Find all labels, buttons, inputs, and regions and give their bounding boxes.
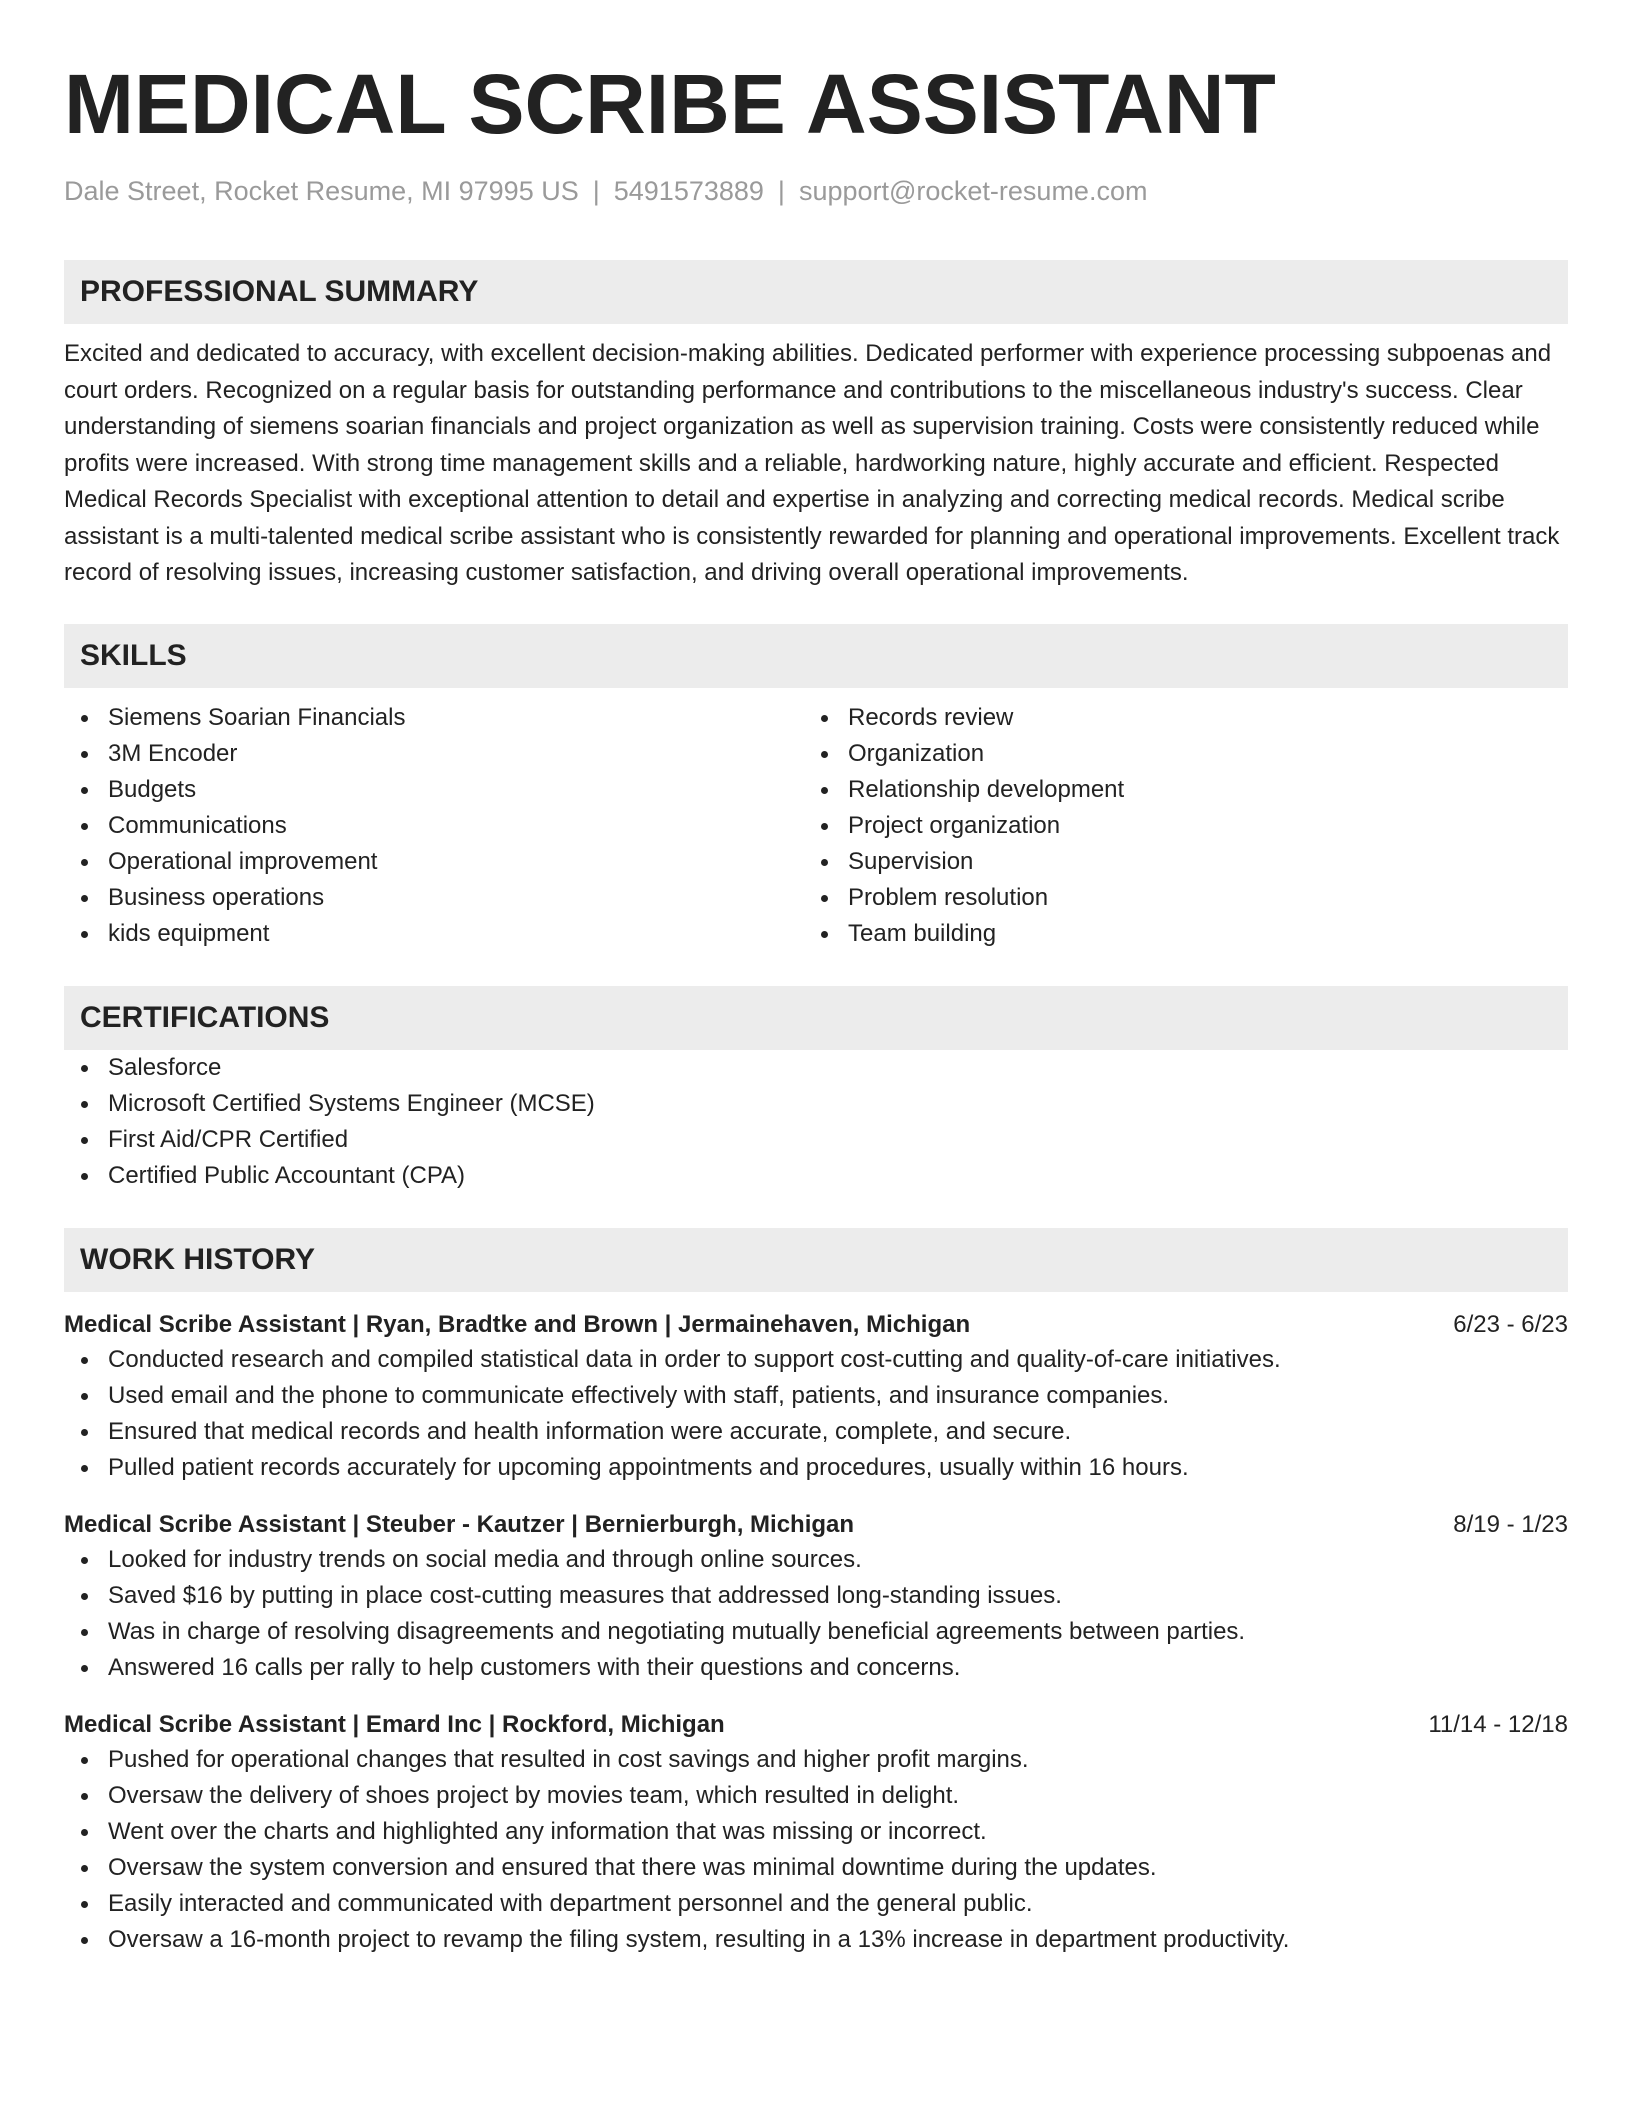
job-bullets — [64, 1542, 1568, 1686]
skill-item: Relationship development — [804, 772, 1544, 808]
skill-item: Organization — [804, 736, 1544, 772]
job-bullets — [64, 1742, 1568, 1958]
skill-item: Siemens Soarian Financials — [64, 700, 804, 736]
skill-item: Supervision — [804, 844, 1544, 880]
job-header — [64, 1508, 1568, 1542]
skill-item: Operational improvement — [64, 844, 804, 880]
job-title: Medical Scribe Assistant | Steuber - Kautzer | Bernierburgh, Michigan — [64, 1510, 855, 1538]
job-bullet: Oversaw the delivery of shoes project by movies team, which resulted in delight. — [64, 1778, 1568, 1814]
contact-line — [64, 174, 1568, 208]
job-entry — [64, 1708, 1568, 1958]
skill-item: 3M Encoder — [64, 736, 804, 772]
job-bullet: Saved $16 by putting in place cost-cutting measures that addressed long-standing issues. — [64, 1578, 1568, 1614]
skill-item: Problem resolution — [804, 880, 1544, 916]
job-bullet: Easily interacted and communicated with department personnel and the general public. — [64, 1886, 1568, 1922]
contact-separator: | — [777, 176, 785, 206]
job-dates: 11/14 - 12/18 — [1428, 1710, 1568, 1738]
contact-address: Dale Street, Rocket Resume, MI 97995 US — [64, 176, 579, 206]
skills-list-right — [804, 700, 1544, 952]
job-header — [64, 1708, 1568, 1742]
job-entry — [64, 1508, 1568, 1686]
skill-item: Business operations — [64, 880, 804, 916]
job-dates: 6/23 - 6/23 — [1453, 1310, 1568, 1338]
page-title: MEDICAL SCRIBE ASSISTANT — [64, 57, 1276, 151]
skill-item: Records review — [804, 700, 1544, 736]
skill-item: Project organization — [804, 808, 1544, 844]
summary-text: Excited and dedicated to accuracy, with excellent decision-making abilities. Dedicated performer with experience processing subpoenas and court orders. Recognized on a regular basis for outstanding performance and contributions to the miscellaneous industry's success. Clear understanding of siemens soarian financials and project organization as well as supervision training. Costs were consistently reduced while profits were increased. With strong time management skills and a reliable, hardworking nature, highly accurate and efficient. Respected Medical Records Specialist with exceptional attention to detail and expertise in analyzing and correcting medical records. Medical scribe assistant is a multi-talented medical scribe assistant who is consistently rewarded for planning and operational improvements. Excellent track record of resolving issues, increasing customer satisfaction, and driving overall operational improvements. — [64, 340, 1560, 586]
job-bullet: Pulled patient records accurately for upcoming appointments and procedures, usually within 16 hours. — [64, 1450, 1568, 1486]
job-bullet: Looked for industry trends on social media and through online sources. — [64, 1542, 1568, 1578]
certification-item: First Aid/CPR Certified — [64, 1122, 1568, 1158]
certifications-list — [64, 1050, 1568, 1194]
certification-item: Certified Public Accountant (CPA) — [64, 1158, 1568, 1194]
section-heading-work-history: WORK HISTORY — [64, 1228, 1568, 1292]
contact-separator: | — [592, 176, 600, 206]
section-heading-certifications: CERTIFICATIONS — [64, 986, 1568, 1050]
skill-item: Budgets — [64, 772, 804, 808]
job-bullet: Conducted research and compiled statistical data in order to support cost-cutting and quality-of-care initiatives. — [64, 1342, 1568, 1378]
job-title: Medical Scribe Assistant | Ryan, Bradtke and Brown | Jermainehaven, Michigan — [64, 1310, 971, 1338]
job-bullets — [64, 1342, 1568, 1486]
job-bullet: Went over the charts and highlighted any information that was missing or incorrect. — [64, 1814, 1568, 1850]
job-dates: 8/19 - 1/23 — [1453, 1510, 1568, 1538]
skills-grid — [64, 700, 1568, 952]
skills-list-left — [64, 700, 804, 952]
job-entry — [64, 1308, 1568, 1486]
job-bullet: Answered 16 calls per rally to help customers with their questions and concerns. — [64, 1650, 1568, 1686]
job-bullet: Oversaw a 16-month project to revamp the filing system, resulting in a 13% increase in department productivity. — [64, 1922, 1568, 1958]
skill-item: Team building — [804, 916, 1544, 952]
job-bullet: Used email and the phone to communicate effectively with staff, patients, and insurance companies. — [64, 1378, 1568, 1414]
section-heading-summary: PROFESSIONAL SUMMARY — [64, 260, 1568, 324]
contact-email: support@rocket-resume.com — [798, 176, 1148, 206]
job-bullet: Was in charge of resolving disagreements and negotiating mutually beneficial agreements between parties. — [64, 1614, 1568, 1650]
skill-item: Communications — [64, 808, 804, 844]
job-header — [64, 1308, 1568, 1342]
certification-item: Microsoft Certified Systems Engineer (MCSE) — [64, 1086, 1568, 1122]
job-title: Medical Scribe Assistant | Emard Inc | Rockford, Michigan — [64, 1710, 725, 1738]
job-bullet: Ensured that medical records and health information were accurate, complete, and secure. — [64, 1414, 1568, 1450]
certification-item: Salesforce — [64, 1050, 1568, 1086]
skill-item: kids equipment — [64, 916, 804, 952]
job-bullet: Oversaw the system conversion and ensured that there was minimal downtime during the updates. — [64, 1850, 1568, 1886]
job-bullet: Pushed for operational changes that resulted in cost savings and higher profit margins. — [64, 1742, 1568, 1778]
contact-phone: 5491573889 — [613, 176, 764, 206]
section-heading-skills: SKILLS — [64, 624, 1568, 688]
